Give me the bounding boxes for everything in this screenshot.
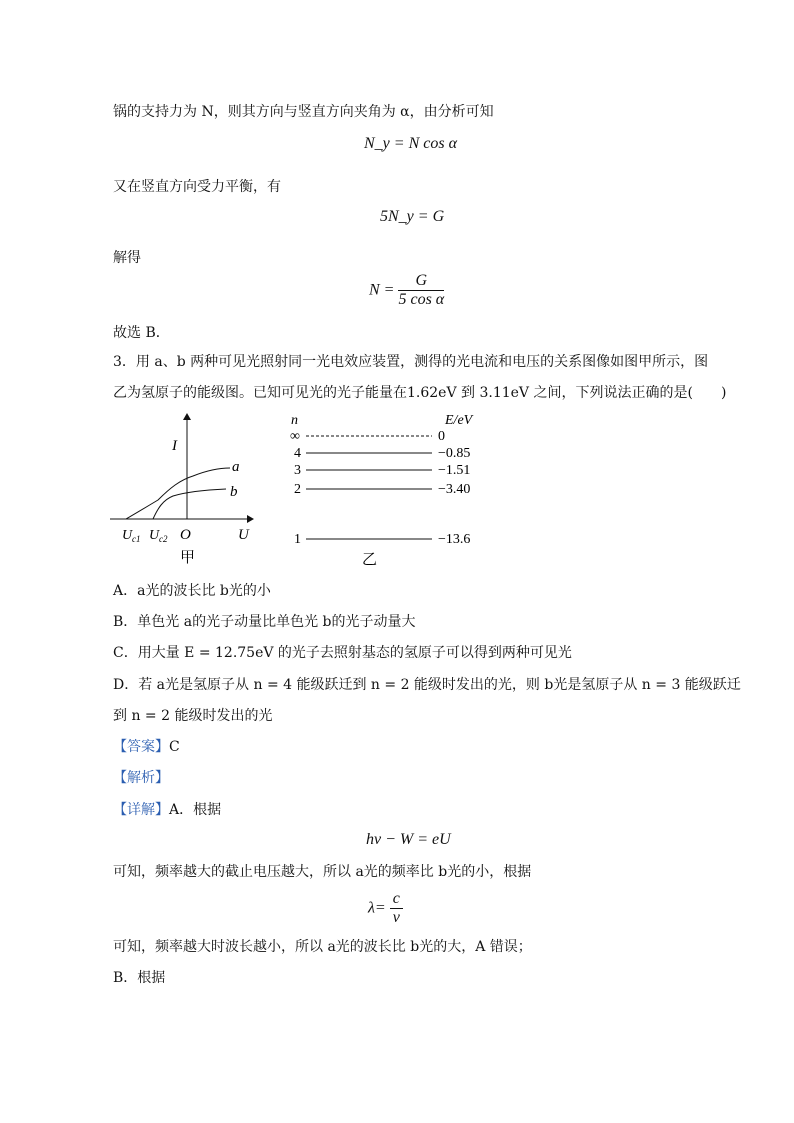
formula-wavelength (368, 890, 403, 927)
option-d-line-1: D．若 a光是氢原子从 n = 4 能级跃迁到 n = 2 能级时发出的光，则 b光是氢原子从 n = 3 能级跃迁 (113, 677, 741, 693)
level-e-4: −0.85 (438, 446, 471, 461)
analysis-label: 【解析】 (113, 770, 169, 786)
formula-ny: N_y = N cos α (364, 135, 457, 152)
answer-label: 【答案】 (113, 739, 169, 755)
origin-label: O (180, 527, 191, 543)
figure-jia-iv-graph (108, 408, 268, 568)
text-vertical-balance: 又在竖直方向受力平衡，有 (113, 179, 281, 195)
uc2-subscript: c2 (159, 534, 168, 544)
detail-text: A．根据 (169, 802, 222, 818)
formula-n-fraction (369, 272, 444, 309)
level-n-2: 2 (294, 482, 301, 497)
option-b: B．单色光 a的光子动量比单色光 b的光子动量大 (113, 614, 416, 630)
text-solve: 解得 (113, 250, 141, 266)
curve-b (153, 489, 226, 519)
level-e-1: −13.6 (438, 532, 471, 547)
formula-photoelectric: hν − W = eU (366, 831, 451, 848)
fraction (398, 272, 444, 309)
curve-a-label: a (232, 459, 240, 475)
option-a: A．a光的波长比 b光的小 (113, 583, 271, 599)
figure-yi-caption: 乙 (362, 552, 378, 568)
text-choose-b: 故选 B． (113, 325, 170, 341)
uc1-label: U (122, 528, 133, 543)
fraction-numerator: G (398, 272, 444, 291)
detail-row (113, 800, 221, 820)
figure-yi-energy-levels (285, 406, 505, 568)
level-n-inf: ∞ (290, 429, 300, 444)
fraction-c-over-nu (390, 890, 403, 927)
text-support-force: 锅的支持力为 N，则其方向与竖直方向夹角为 α，由分析可知 (113, 104, 494, 120)
level-e-inf: 0 (438, 429, 445, 444)
answer-value: C (169, 739, 180, 755)
text-cutoff-voltage: 可知，频率越大的截止电压越大，所以 a光的频率比 b光的小，根据 (113, 864, 532, 880)
uc1-subscript: c1 (132, 534, 141, 544)
question-3-stem-1: 3．用 a、b 两种可见光照射同一光电效应装置，测得的光电流和电压的关系图像如图甲所示，图 (113, 354, 709, 370)
x-axis-label: U (238, 527, 249, 543)
curve-a (126, 468, 230, 519)
uc2-label: U (149, 528, 160, 543)
level-e-2: −3.40 (438, 482, 471, 497)
level-n-1: 1 (294, 532, 301, 547)
answer-row (113, 737, 180, 757)
level-n-3: 3 (294, 463, 301, 478)
fraction-nu: ν (392, 909, 400, 926)
e-header: E/eV (445, 413, 473, 428)
analysis-row (113, 768, 169, 788)
fraction-denominator: 5 cos α (398, 291, 445, 308)
n-header: n (291, 413, 298, 428)
level-e-3: −1.51 (438, 463, 471, 478)
y-axis-label: I (172, 438, 177, 454)
figure-jia-caption: 甲 (180, 550, 196, 566)
formula-lambda-lhs: λ= (368, 899, 386, 917)
curve-b-label: b (230, 484, 238, 500)
text-b-according: B．根据 (113, 970, 166, 986)
option-c: C．用大量 E = 12.75eV 的光子去照射基态的氢原子可以得到两种可见光 (113, 645, 572, 661)
question-3-stem-2: 乙为氢原子的能级图。已知可见光的光子能量在1.62eV 到 3.11eV 之间，下列说法正确的是( ) (113, 385, 727, 401)
fraction-c: c (390, 890, 403, 909)
level-n-4: 4 (294, 446, 301, 461)
text-wavelength-conclusion: 可知，频率越大时波长越小，所以 a光的波长比 b光的大，A 错误； (113, 939, 532, 955)
option-d-line-2: 到 n = 2 能级时发出的光 (113, 708, 273, 724)
formula-n-lhs: N = (369, 281, 395, 299)
formula-5ny: 5N_y = G (380, 208, 445, 225)
detail-label: 【详解】 (113, 802, 169, 818)
